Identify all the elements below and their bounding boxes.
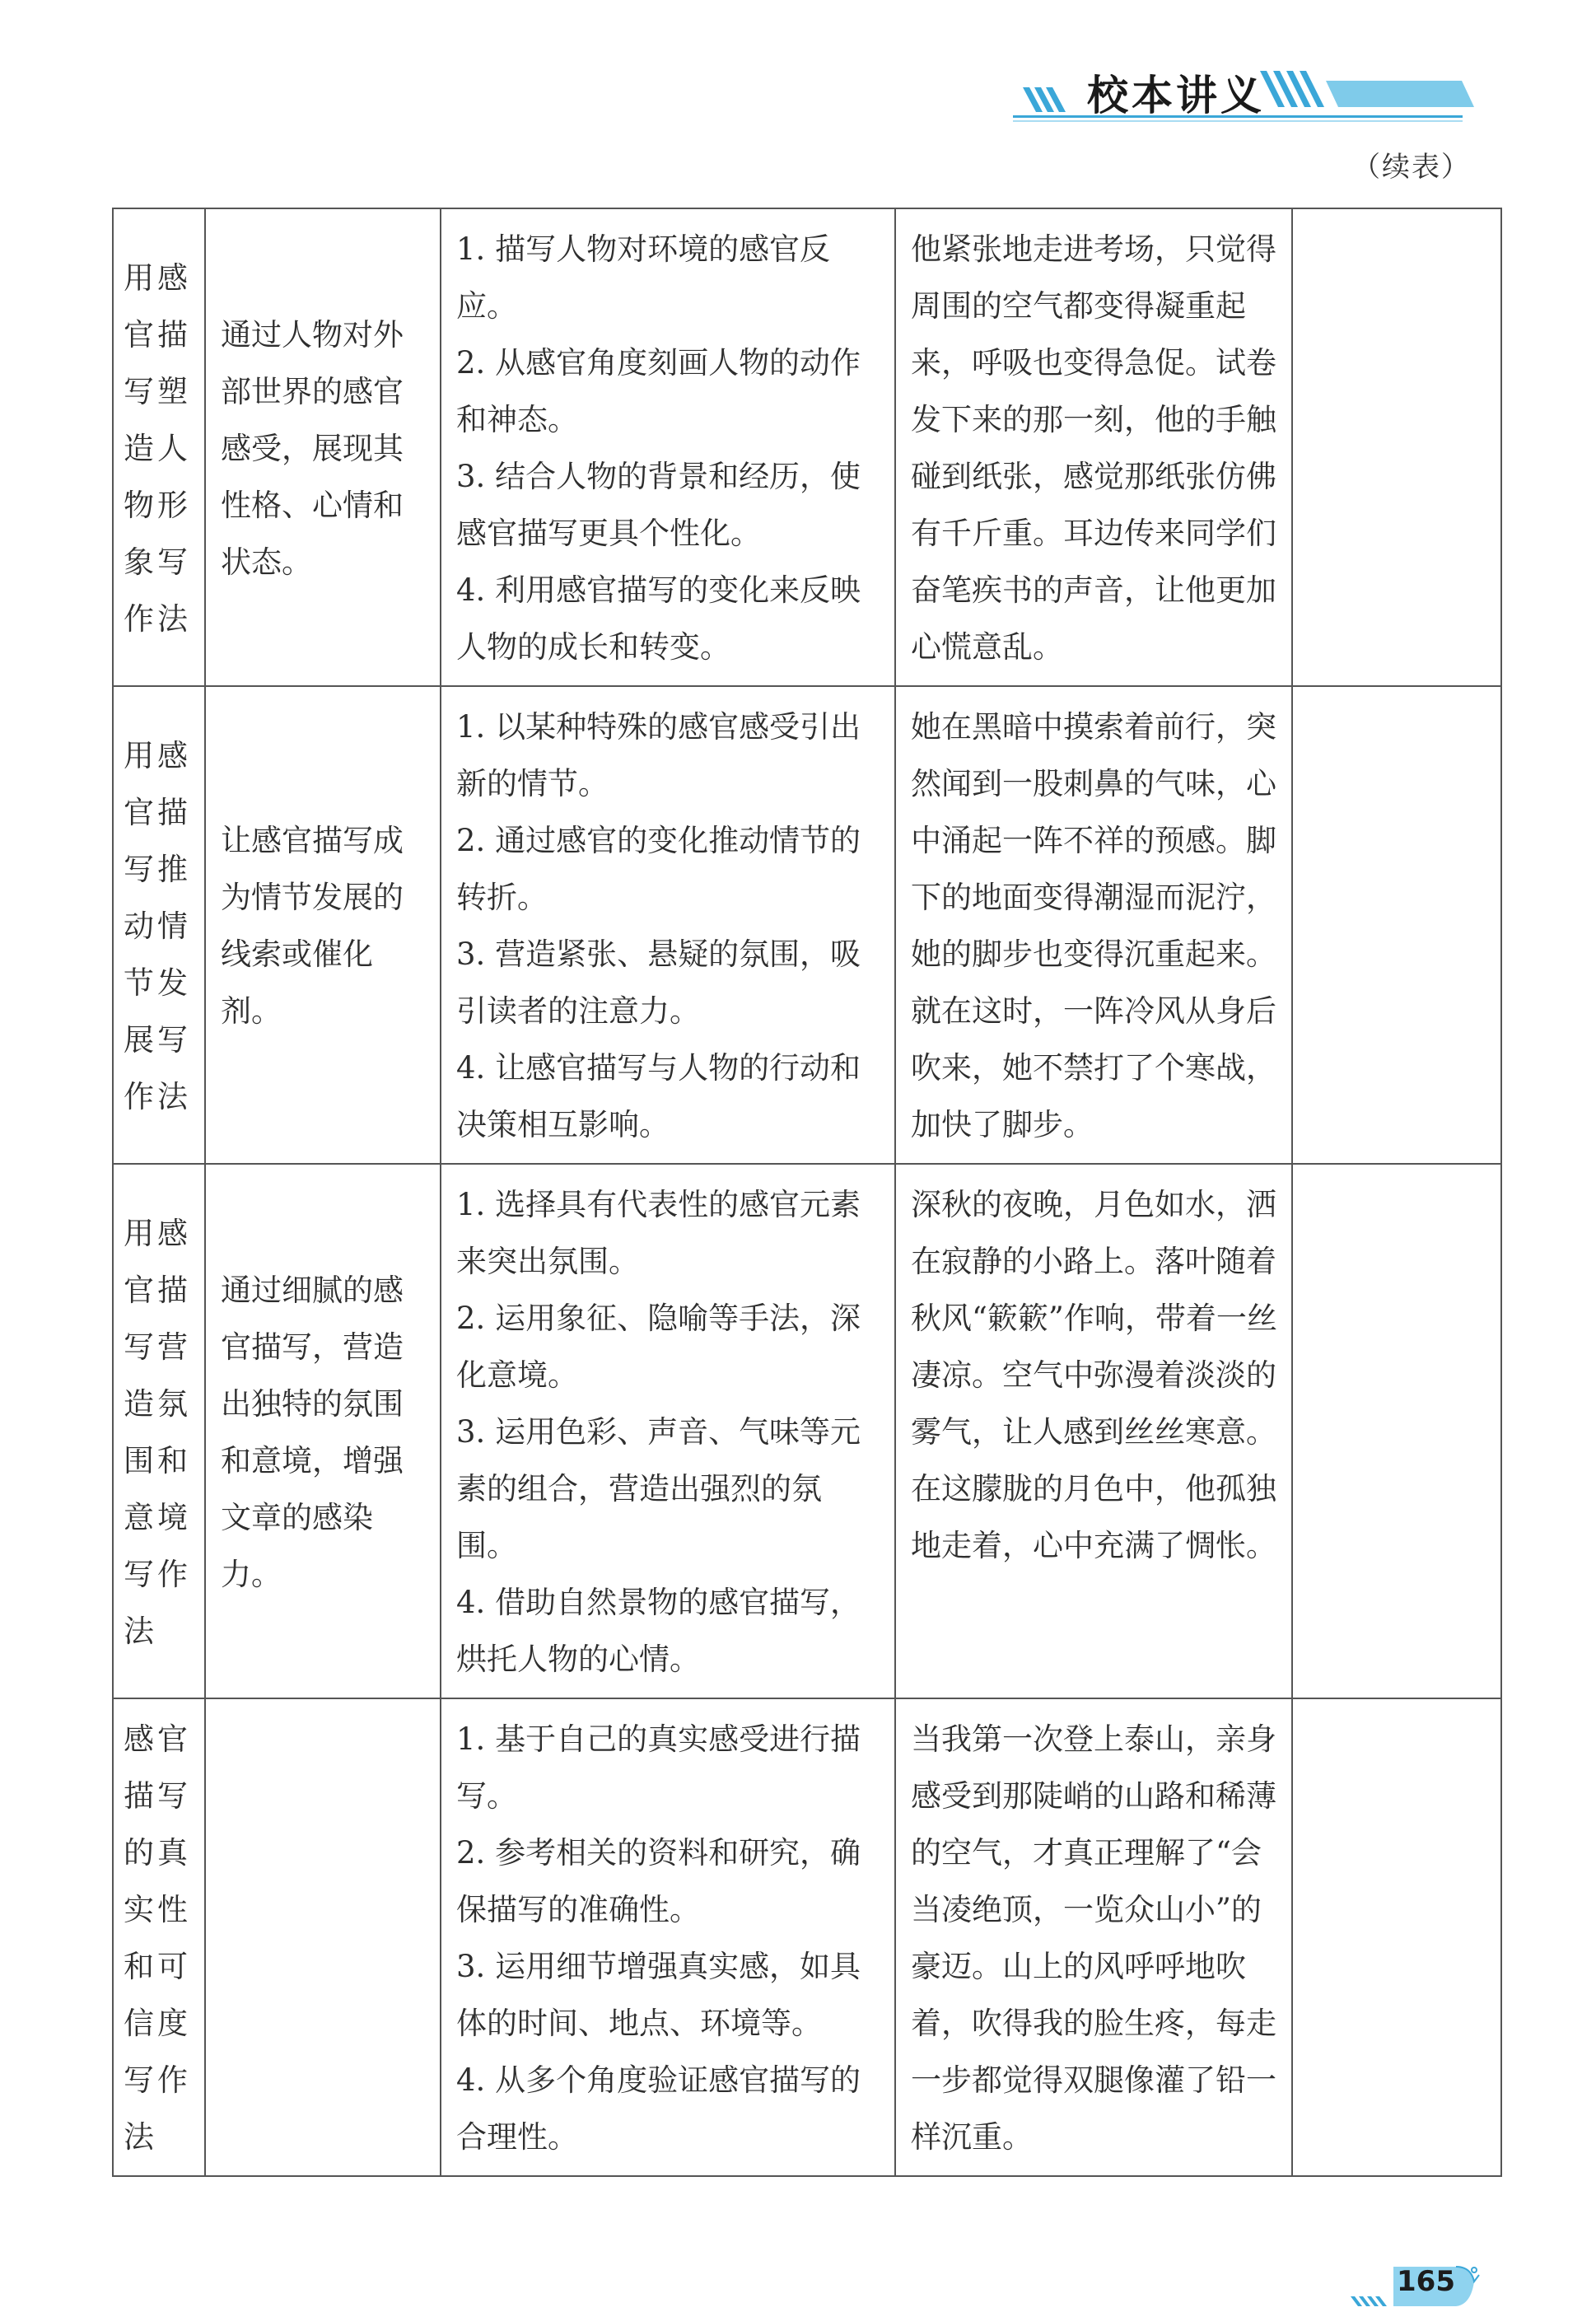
method-point: 2. 通过感官的变化推动情节的转折。: [456, 823, 861, 915]
header-title: 校本讲义: [1087, 72, 1265, 119]
method-point: 4. 从多个角度验证感官描写的合理性。: [456, 2062, 861, 2155]
method-point: 2. 参考相关的资料和研究，确保描写的准确性。: [456, 1835, 861, 1927]
table-row: [113, 208, 1501, 686]
method-name-cell: 用感官描写塑造人物形象写作法: [113, 208, 205, 686]
method-point: 2. 运用象征、隐喻等手法，深化意境。: [456, 1301, 861, 1393]
note-cell: [1292, 208, 1501, 686]
table-row: [113, 686, 1501, 1164]
method-example-cell: 当我第一次登上泰山，亲身感受到那陡峭的山路和稀薄的空气，才真正理解了“会当凌绝顶，一览众山小”的豪迈。山上的风呼呼地吹着，吹得我的脸生疼，每走一步都觉得双腿像灌了铅一样沉重。: [895, 1698, 1292, 2176]
method-purpose-cell: 通过细腻的感官描写，营造出独特的氛围和意境，增强文章的感染力。: [205, 1164, 441, 1698]
method-point: 3. 运用色彩、声音、气味等元素的组合，营造出强烈的氛围。: [456, 1414, 861, 1563]
method-purpose-cell: 让感官描写成为情节发展的线索或催化剂。: [205, 686, 441, 1164]
method-name-cell: 感官描写的真实性和可信度写作法: [113, 1698, 205, 2176]
continued-label: （续表）: [1352, 151, 1471, 184]
note-cell: [1292, 1164, 1501, 1698]
table-row: [113, 1698, 1501, 2176]
method-name-cell: 用感官描写推动情节发展写作法: [113, 686, 205, 1164]
method-point: 2. 从感官角度刻画人物的动作和神态。: [456, 345, 861, 437]
method-point: 1. 基于自己的真实感受进行描写。: [456, 1721, 861, 1814]
method-points-cell: [441, 1698, 895, 2176]
page-number: 165: [1397, 2265, 1455, 2298]
method-purpose-cell: 通过人物对外部世界的感官感受，展现其性格、心情和状态。: [205, 208, 441, 686]
method-example-cell: 她在黑暗中摸索着前行，突然闻到一股刺鼻的气味，心中涌起一阵不祥的预感。脚下的地面变得潮湿而泥泞，她的脚步也变得沉重起来。就在这时，一阵冷风从身后吹来，她不禁打了个寒战，加快了脚步。: [895, 686, 1292, 1164]
note-cell: [1292, 686, 1501, 1164]
writing-methods-table: [112, 208, 1502, 2177]
method-name-cell: 用感官描写营造氛围和意境写作法: [113, 1164, 205, 1698]
method-point: 4. 借助自然景物的感官描写，烘托人物的心情。: [456, 1585, 861, 1677]
method-point: 3. 营造紧张、悬疑的氛围，吸引读者的注意力。: [456, 936, 861, 1029]
method-point: 1. 选择具有代表性的感官元素来突出氛围。: [456, 1187, 861, 1279]
method-points-cell: [441, 686, 895, 1164]
table-row: [113, 1164, 1501, 1698]
page-number-badge: [1351, 2263, 1482, 2309]
method-point: 3. 结合人物的背景和经历，使感官描写更具个性化。: [456, 459, 861, 551]
method-example-cell: 他紧张地走进考场，只觉得周围的空气都变得凝重起来，呼吸也变得急促。试卷发下来的那一刻，他的手触碰到纸张，感觉那纸张仿佛有千斤重。耳边传来同学们奋笔疾书的声音，让他更加心慌意乱。: [895, 208, 1292, 686]
method-points-cell: [441, 208, 895, 686]
header-banner: [1013, 64, 1474, 130]
method-point: 3. 运用细节增强真实感，如具体的时间、地点、环境等。: [456, 1949, 861, 2041]
method-point: 1. 描写人物对环境的感官反应。: [456, 231, 831, 324]
method-point: 4. 让感官描写与人物的行动和决策相互影响。: [456, 1050, 861, 1142]
note-cell: [1292, 1698, 1501, 2176]
method-point: 4. 利用感官描写的变化来反映人物的成长和转变。: [456, 572, 861, 665]
method-points-cell: [441, 1164, 895, 1698]
method-example-cell: 深秋的夜晚，月色如水，洒在寂静的小路上。落叶随着秋风“簌簌”作响，带着一丝凄凉。空气中弥漫着淡淡的雾气，让人感到丝丝寒意。在这朦胧的月色中，他孤独地走着，心中充满了惆怅。: [895, 1164, 1292, 1698]
method-purpose-cell: [205, 1698, 441, 2176]
method-point: 1. 以某种特殊的感官感受引出新的情节。: [456, 709, 861, 801]
